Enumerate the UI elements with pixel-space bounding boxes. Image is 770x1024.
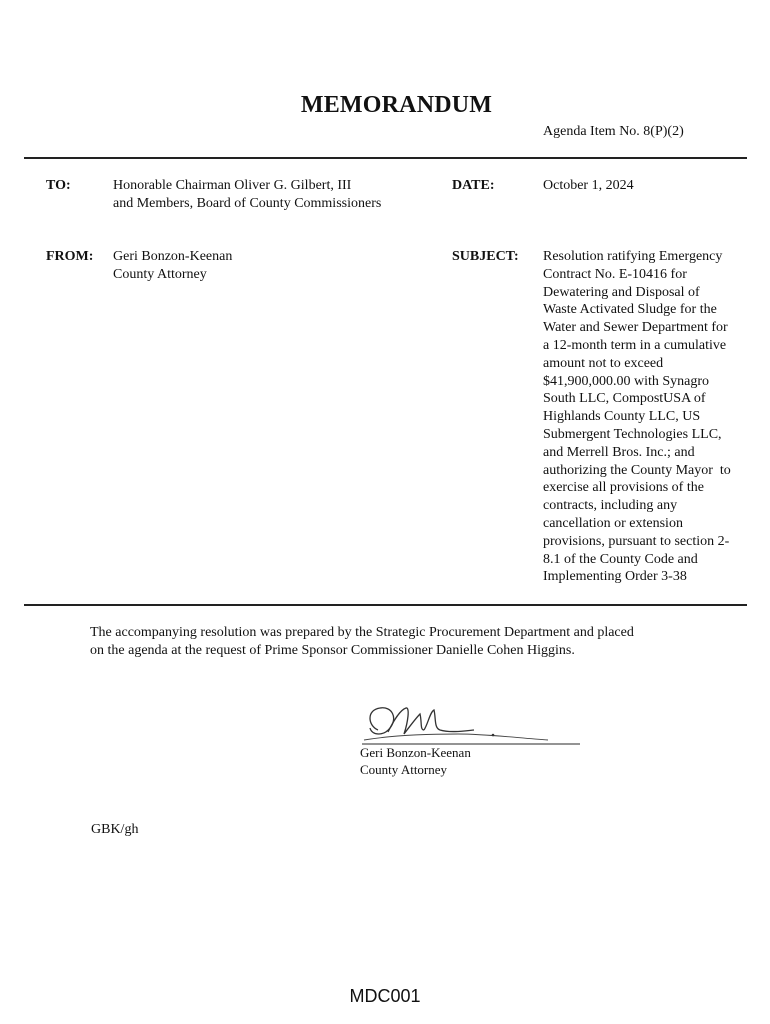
from-name: Geri Bonzon-Keenan (113, 249, 233, 264)
subject-line: provisions, pursuant to section 2- (543, 533, 730, 549)
signature-name: Geri Bonzon-Keenan (360, 745, 471, 760)
subject-line: Contract No. E-10416 for (543, 266, 687, 282)
body-paragraph (90, 624, 710, 660)
subject-line: authorizing the County Mayor to (543, 462, 731, 478)
subject-line: a 12-month term in a cumulative (543, 337, 727, 353)
subject-line: 8.1 of the County Code and (543, 551, 698, 567)
memo-title: MEMORANDUM (300, 92, 493, 118)
subject-line: amount not to exceed (543, 355, 664, 371)
typist-initials: GBK/gh (91, 822, 139, 837)
from-title: County Attorney (113, 267, 207, 282)
body-line: The accompanying resolution was prepared by the Strategic Procurement Department and placed (90, 625, 634, 640)
to-recipient-line-1: Honorable Chairman Oliver G. Gilbert, III (113, 178, 352, 193)
subject-line: Resolution ratifying Emergency (543, 249, 723, 264)
bottom-divider (24, 604, 747, 606)
subject-line: South LLC, CompostUSA of (543, 391, 706, 407)
from-label: FROM: (46, 249, 94, 264)
handwritten-signature (358, 700, 583, 750)
subject-line: $41,900,000.00 with Synagro (543, 373, 710, 389)
to-recipient-line-2: and Members, Board of County Commissioners (113, 196, 382, 211)
signature-title: County Attorney (360, 762, 448, 777)
subject-line: Waste Activated Sludge for the (543, 302, 717, 318)
date-value: October 1, 2024 (543, 178, 634, 193)
subject-text (543, 248, 753, 586)
footer-page-code: MDC001 (349, 986, 421, 1006)
subject-line: Water and Sewer Department for (543, 320, 728, 336)
subject-line: and Merrell Bros. Inc.; and (543, 444, 695, 460)
date-label: DATE: (452, 178, 495, 193)
subject-line: Highlands County LLC, US (543, 409, 701, 425)
signature-block (360, 744, 471, 778)
top-divider (24, 157, 747, 159)
subject-label: SUBJECT: (452, 249, 519, 264)
body-line: on the agenda at the request of Prime Sponsor Commissioner Danielle Cohen Higgins. (90, 643, 575, 658)
to-label: TO: (46, 178, 71, 193)
subject-line: Dewatering and Disposal of (543, 284, 700, 300)
subject-line: Implementing Order 3-38 (543, 569, 687, 585)
subject-line: Submergent Technologies LLC, (543, 426, 722, 442)
agenda-item-number: Agenda Item No. 8(P)(2) (543, 124, 684, 139)
subject-line: cancellation or extension (543, 515, 683, 531)
subject-line: exercise all provisions of the (543, 480, 704, 496)
subject-line: contracts, including any (543, 498, 678, 514)
